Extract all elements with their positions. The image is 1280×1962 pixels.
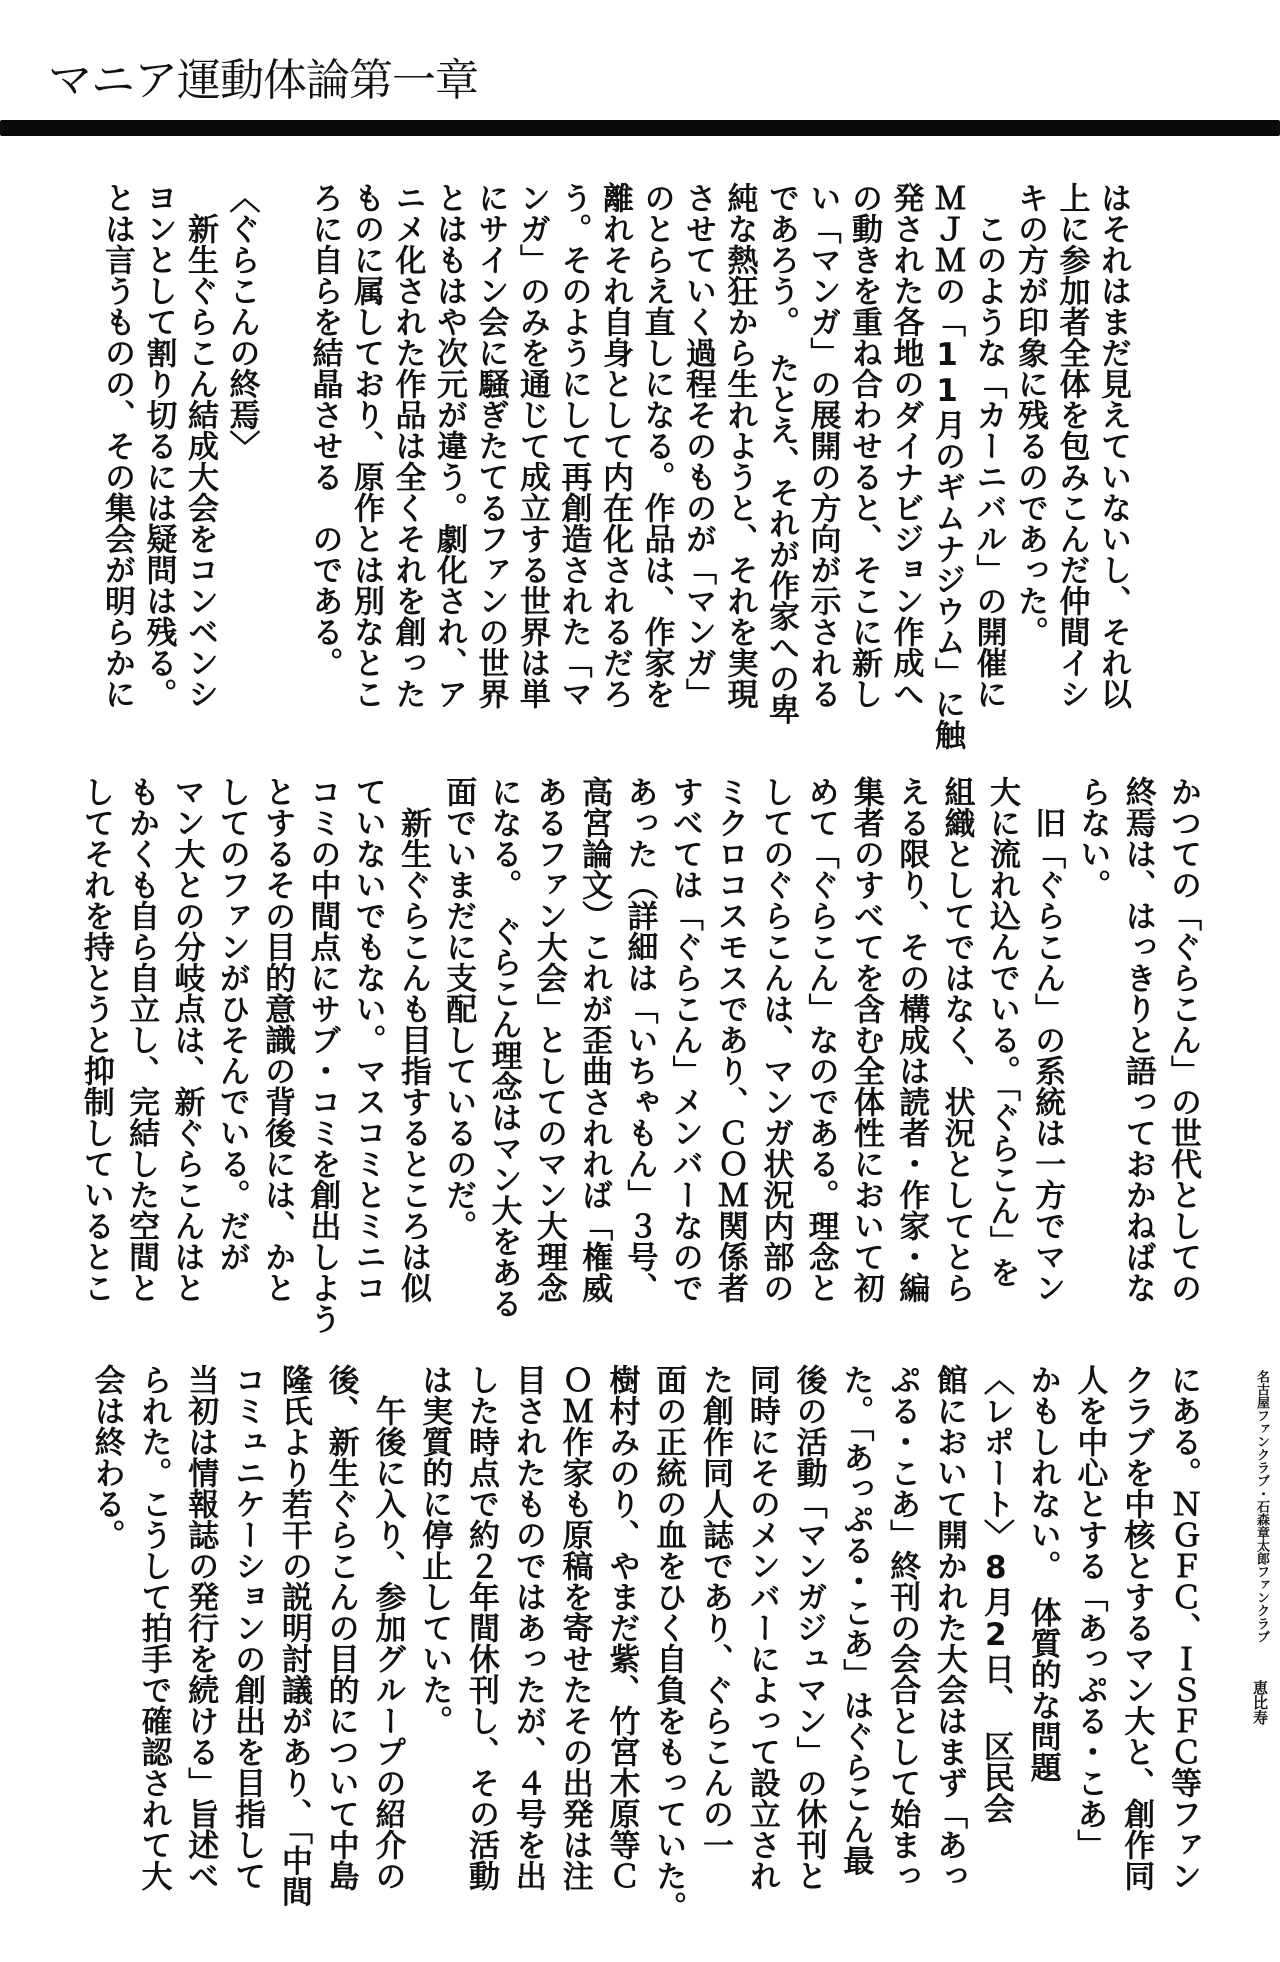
text-column: 大に流れ込んでいる。「ぐらこん」を (983, 776, 1020, 1288)
text-column: 面でいまだに支配しているのだ。 (440, 776, 477, 1241)
text-column: 面の正統の血をひく自負をもっていた。 (650, 1364, 687, 1922)
text-column: 後の活動「マンガジュマン」の休刊と (790, 1364, 827, 1891)
text-column: ヨンとして割り切るには疑問は残る。 (140, 182, 177, 709)
text-column: とはもはや次元が違う。劇化され、ア (431, 182, 467, 709)
text-column: はそれはまだ見えていないし、それ以 (1095, 182, 1131, 709)
text-column: 集者のすべてを含む全体性において初 (847, 776, 884, 1303)
text-column: マン大との分岐点は、新ぐらこんはと (168, 776, 205, 1303)
text-column: 午後に入り、参加グループの紹介の (369, 1364, 406, 1891)
text-column: ンガ」のみを通じて成立する世界は単 (514, 182, 550, 709)
text-column: ものに属しており、原作とは別なとこ (348, 182, 384, 709)
text-column: 当初は情報誌の発行を続ける」旨述べ (182, 1364, 219, 1891)
text-column: える限り、その構成は読者・作家・編 (893, 776, 930, 1303)
text-column: あった（詳細は「いちゃもん」３号、 (621, 776, 658, 1303)
text-column (257, 182, 299, 742)
title-underline-divider (0, 120, 1280, 136)
text-block-top (91, 182, 1131, 750)
text-column: であろう。 たとえ、それが作家への卑 (763, 182, 799, 725)
text-column: 純な熱狂から生れようと、それを実現 (721, 182, 758, 709)
text-column: 〈ぐらこんの終焉〉 (223, 182, 260, 461)
text-column: ＯＭ作家も原稿を寄せたその出発は注 (556, 1364, 593, 1891)
text-column: もかくも自ら自立し、完結した空間と (123, 776, 160, 1303)
text-column: の動きを重ね合わせると、そこに新し (846, 182, 882, 709)
text-column: 終焉は、はっきりと語っておかねばな (1119, 776, 1156, 1303)
text-column: させていく過程そのものが「マンガ」 (680, 182, 716, 709)
text-column: クラブを中核とするマン大と、創作同 (1118, 1364, 1155, 1891)
text-column: ろに自らを結晶させる のである。 (306, 182, 343, 678)
text-column: 高宮論文）これが歪曲されれば「権威 (576, 776, 613, 1303)
text-column: してのぐらこんは、マンガ状況内部の (757, 776, 794, 1303)
text-column: にサイン会に騒ぎたてるファンの世界 (472, 182, 509, 709)
text-column: とするその目的意識の背後には、かと (259, 776, 296, 1303)
text-column: 樹村みのり、やまだ紫、竹宮木原等Ｃ (603, 1364, 640, 1891)
annotation-place-name: 恵比寿 (1251, 1680, 1269, 1725)
page-title: マニア運動体論第一章 (48, 55, 478, 106)
text-column: コミュニケーションの創出を目指して (229, 1364, 266, 1891)
text-column: 発された各地のダイナビジョン作成へ (887, 182, 924, 709)
text-column: 館において開かれた大会はまず「あっ (931, 1364, 968, 1891)
text-column: らない。 (1074, 776, 1111, 900)
text-column: コミの中間点にサブ・コミを創出しよう (304, 776, 341, 1334)
text-column: 人を中心とする「あっぷる・こあ」 (1071, 1364, 1108, 1860)
text-column: このような「カーニバル」の開催に (970, 182, 1007, 709)
text-column: は実質的に停止していた。 (416, 1364, 453, 1736)
text-column: 組織としてではなく、状況としてとら (938, 776, 975, 1303)
text-column: した時点で約２年間休刊し、その活動 (463, 1364, 500, 1891)
text-column: ぷる・こあ」終刊の会合として始まっ (884, 1364, 921, 1891)
text-column: かつての「ぐらこん」の世代としての (1165, 776, 1201, 1303)
text-column: かもしれない。 体質的な問題 (1024, 1364, 1061, 1783)
text-column: た。「あっぷる・こあ」はぐらこん最 (837, 1364, 874, 1876)
text-column: 目されたものではあったが、４号を出 (509, 1364, 546, 1891)
text-column: めて「ぐらこん」なのである。理念と (802, 776, 839, 1303)
text-column: 同時にそのメンバーによって設立され (743, 1364, 780, 1891)
text-column: た創作同人誌であり、ぐらこんの一 (697, 1364, 734, 1860)
text-column: してそれを持とうと抑制しているとこ (77, 776, 114, 1303)
text-column: 新生ぐらこん結成大会をコンベンシ (182, 182, 218, 709)
text-column: すべては「ぐらこん」メンバーなので (666, 776, 703, 1303)
text-column: う。そのようにして再創造された「マ (555, 182, 592, 709)
text-column: とは言うものの、その集会が明らかに (99, 182, 135, 709)
text-column: 新生ぐらこんも目指するところは似 (394, 776, 431, 1303)
text-column: 上に参加者全体を包みこんだ仲間イシ (1053, 182, 1090, 709)
text-column: 隆氏より若干の説明討議があり、「中間 (275, 1364, 312, 1907)
text-column: あるファン大会」としてのマン大理念 (530, 776, 567, 1303)
text-column: ＭＪＭの「11月のギムナジウム」に触 (929, 182, 965, 750)
text-column: られた。こうして拍手で確認されて大 (135, 1364, 172, 1891)
text-column: ていないでもない。マスコミとミニコ (349, 776, 386, 1303)
text-column: してのファンがひそんでいる。だが (213, 776, 250, 1272)
text-column: にある。ＮＧＦＣ、ＩＳＦＣ等ファン (1165, 1364, 1201, 1891)
text-column: ニメ化された作品は全くそれを創った (389, 182, 426, 709)
text-column: のとらえ直しになる。作品は、作家を (638, 182, 675, 709)
text-column: 〈レポート〉8月2日、 区民会 (977, 1364, 1014, 1824)
text-column: 会は終わる。 (88, 1364, 125, 1550)
text-column: 後、新生ぐらこんの目的について中島 (322, 1364, 359, 1891)
text-column: い「マンガ」の展開の方向が示される (804, 182, 841, 709)
text-column: 離れそれ自身として内在化されるだろ (597, 182, 633, 709)
text-block-bottom (75, 1364, 1201, 1934)
text-column: キの方が印象に残るのであった。 (1012, 182, 1048, 647)
text-block-middle (66, 776, 1201, 1346)
text-column: 旧「ぐらこん」の系統は一方でマン (1029, 776, 1066, 1303)
annotation-fanclub-names: 名古屋ファンクラブ・石森章太郎ファンクラブ (1254, 1370, 1269, 1643)
text-column: ミクロコスモスであり、ＣＯＭ関係者 (712, 776, 749, 1303)
text-column: になる。 ぐらこん理念はマン大をある (485, 776, 522, 1319)
